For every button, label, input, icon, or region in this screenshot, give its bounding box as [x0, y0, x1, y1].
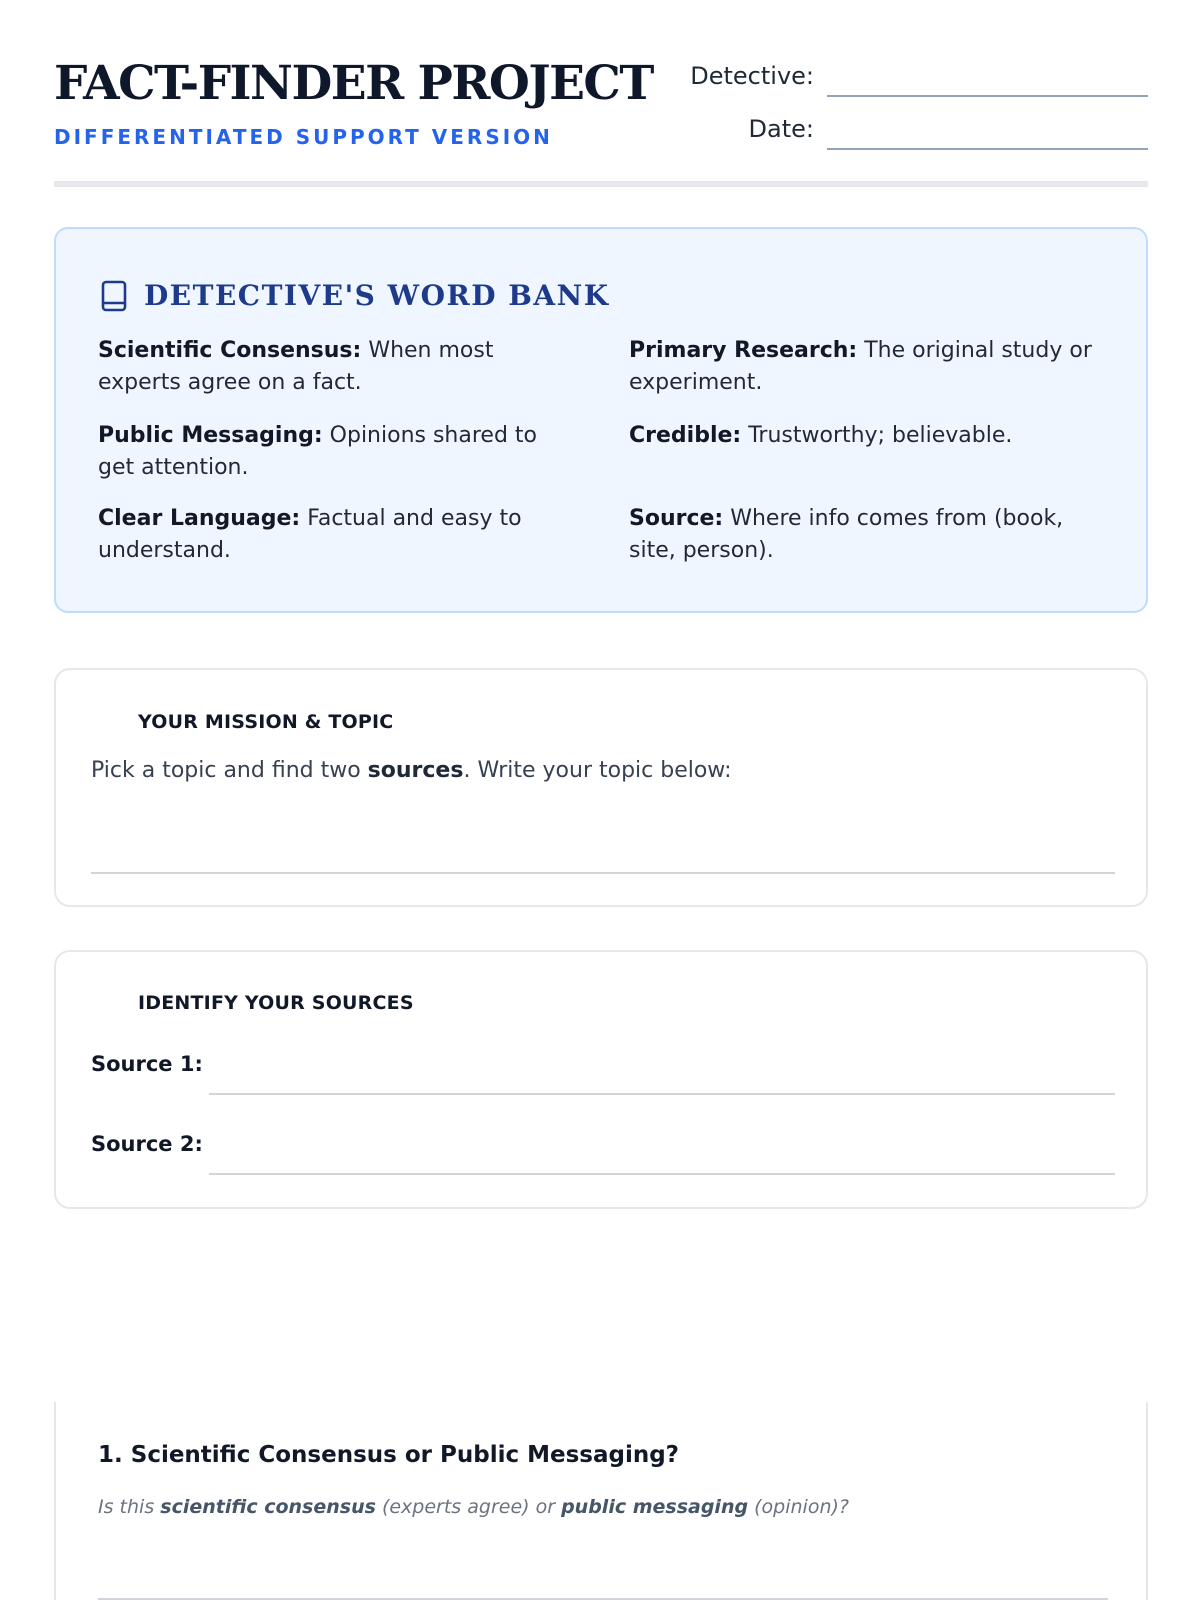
- hint-part: (experts agree) or: [375, 1496, 562, 1518]
- source-2-input-line[interactable]: [209, 1173, 1115, 1175]
- page-subtitle: DIFFERENTIATED SUPPORT VERSION: [54, 125, 553, 149]
- source-1-label: Source 1:: [91, 1052, 203, 1076]
- question-1-title: 1. Scientific Consensus or Public Messaging?: [98, 1442, 680, 1468]
- word-bank-term: [98, 335, 578, 399]
- term-definition: Where info comes from (book, site, person).: [629, 506, 1064, 563]
- sources-card: [54, 950, 1148, 1209]
- topic-input-line[interactable]: [91, 872, 1115, 874]
- mission-card: [54, 668, 1148, 907]
- detective-name-field[interactable]: [827, 95, 1148, 97]
- header-divider: [54, 181, 1148, 187]
- sources-heading: IDENTIFY YOUR SOURCES: [138, 992, 414, 1014]
- date-field[interactable]: [827, 148, 1148, 150]
- hint-part: (opinion)?: [748, 1496, 849, 1518]
- hint-bold: public messaging: [561, 1496, 749, 1518]
- term-definition: Opinions shared to get attention.: [98, 423, 537, 480]
- term-definition: Factual and easy to understand.: [98, 506, 522, 563]
- word-bank-term: [98, 503, 578, 567]
- term-name: Credible:: [629, 423, 742, 448]
- word-bank-term: [629, 335, 1109, 399]
- mission-text-part: . Write your topic below:: [463, 758, 732, 783]
- mission-text-bold: sources: [367, 758, 464, 783]
- mission-instructions: [91, 758, 732, 783]
- mission-text-part: Pick a topic and find two: [91, 758, 368, 783]
- word-bank-header: [100, 279, 610, 312]
- question-1-card: [54, 1402, 1148, 1600]
- word-bank-term: [629, 420, 1109, 452]
- mission-heading: YOUR MISSION & TOPIC: [138, 711, 394, 733]
- word-bank-title: DETECTIVE'S WORD BANK: [144, 279, 610, 312]
- word-bank-term: [629, 503, 1109, 567]
- term-name: Scientific Consensus:: [98, 338, 362, 363]
- term-definition: The original study or experiment.: [629, 338, 1092, 395]
- book-icon: [100, 280, 128, 312]
- hint-bold: scientific consensus: [160, 1496, 376, 1518]
- hint-part: Is this: [98, 1496, 161, 1518]
- word-bank-term: [98, 420, 578, 484]
- term-name: Public Messaging:: [98, 423, 323, 448]
- term-name: Source:: [629, 506, 724, 531]
- term-name: Clear Language:: [98, 506, 301, 531]
- source-1-input-line[interactable]: [209, 1093, 1115, 1095]
- source-2-label: Source 2:: [91, 1132, 203, 1156]
- term-name: Primary Research:: [629, 338, 858, 363]
- detective-label: Detective:: [690, 62, 814, 90]
- date-label: Date:: [748, 115, 814, 143]
- term-definition: Trustworthy; believable.: [741, 423, 1013, 448]
- page-title: FACT-FINDER PROJECT: [54, 56, 653, 111]
- question-1-hint: [98, 1496, 849, 1518]
- term-definition: When most experts agree on a fact.: [98, 338, 494, 395]
- word-bank-panel: [54, 227, 1148, 613]
